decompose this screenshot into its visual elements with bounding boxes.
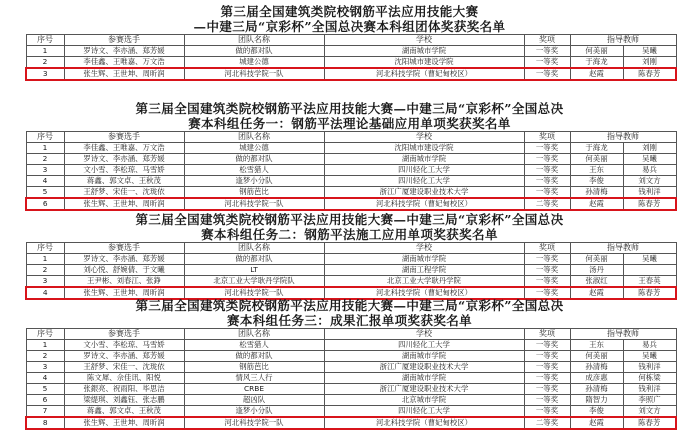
header-award: 奖项	[524, 243, 570, 254]
cell-no: 1	[26, 340, 64, 351]
cell-no: 4	[26, 287, 64, 299]
cell-players: 罗诗文、李亦涵、郑芳媛	[64, 351, 184, 362]
cell-players: 蒋鑫、郭文卓、王秋茂	[64, 176, 184, 187]
cell-team: 逢梦小分队	[184, 406, 324, 418]
cell-no: 3	[26, 276, 64, 288]
table-row	[26, 362, 676, 373]
cell-school: 河北科技学院（曹妃甸校区）	[324, 287, 524, 299]
cell-no: 6	[26, 395, 64, 406]
header-award: 奖项	[524, 132, 570, 143]
header-school: 学校	[324, 329, 524, 340]
table-row	[26, 57, 676, 69]
cell-award: 一等奖	[524, 57, 570, 69]
cell-teacher-2: 刘刚	[623, 57, 676, 69]
cell-award: 一等奖	[524, 395, 570, 406]
cell-award: 一等奖	[524, 68, 570, 80]
cell-teacher-1: 何美丽	[570, 351, 623, 362]
cell-teacher-2: 钱利洋	[623, 187, 676, 199]
cell-teacher-1: 李俊	[570, 176, 623, 187]
cell-teacher-1: 于海龙	[570, 143, 623, 154]
header-school: 学校	[324, 132, 524, 143]
award-table	[25, 328, 677, 430]
table-header-row	[26, 35, 676, 46]
award-table	[25, 131, 677, 211]
header-players: 参赛选手	[64, 132, 184, 143]
cell-players: 蒋鑫、郭文卓、王秋茂	[64, 406, 184, 418]
cell-team: 做的都对队	[184, 154, 324, 165]
cell-players: 罗诗文、李亦涵、郑芳媛	[64, 254, 184, 265]
cell-teacher-2: 陈春芳	[623, 287, 676, 299]
cell-no: 4	[26, 373, 64, 384]
cell-players: 梁缇琪、刘鑫钰、张志鹏	[64, 395, 184, 406]
table-row	[26, 254, 676, 265]
cell-teacher-1: 赵霞	[570, 287, 623, 299]
cell-players: 罗诗文、李亦涵、郑芳媛	[64, 46, 184, 57]
cell-award: 二等奖	[524, 198, 570, 210]
table-row	[26, 154, 676, 165]
header-no: 序号	[26, 329, 64, 340]
cell-award: 一等奖	[524, 362, 570, 373]
cell-no: 1	[26, 254, 64, 265]
cell-school: 浙江广厦建设职业技术大学	[324, 384, 524, 395]
cell-school: 沈阳城市建设学院	[324, 143, 524, 154]
cell-school: 河北科技学院（曹妃甸校区）	[324, 417, 524, 429]
cell-team: 城建公德	[184, 143, 324, 154]
section-task-two	[0, 212, 699, 300]
cell-players: 文小雪、李松琼、马雪娇	[64, 165, 184, 176]
header-school: 学校	[324, 243, 524, 254]
cell-no: 1	[26, 143, 64, 154]
cell-teacher-2: 易兵	[623, 340, 676, 351]
cell-teacher-1: 孙清梅	[570, 187, 623, 199]
cell-team: 河北科技学院一队	[184, 198, 324, 210]
cell-teacher-1: 赵霞	[570, 417, 623, 429]
table-row	[26, 187, 676, 199]
table-row-highlighted	[26, 417, 676, 429]
cell-no: 2	[26, 265, 64, 276]
cell-teacher-2: 王春英	[623, 276, 676, 288]
cell-teacher-1: 成彦惠	[570, 373, 623, 384]
cell-players: 李佳鑫、王唯嘉、万文浩	[64, 57, 184, 69]
cell-award: 一等奖	[524, 165, 570, 176]
header-school: 学校	[324, 35, 524, 46]
cell-team: 河北科技学院一队	[184, 417, 324, 429]
cell-no: 2	[26, 57, 64, 69]
cell-teacher-1: 孙清梅	[570, 384, 623, 395]
cell-teacher-2: 陈春芳	[623, 198, 676, 210]
cell-no: 4	[26, 176, 64, 187]
header-players: 参赛选手	[64, 35, 184, 46]
cell-players: 李佳鑫、王唯嘉、万文浩	[64, 143, 184, 154]
table-row	[26, 384, 676, 395]
award-table	[25, 242, 677, 300]
cell-school: 四川轻化工大学	[324, 340, 524, 351]
cell-players: 张生辉、王世坤、周昕润	[64, 287, 184, 299]
cell-players: 张生辉、王世坤、周昕润	[64, 68, 184, 80]
table-row	[26, 176, 676, 187]
cell-teacher-1: 隋智力	[570, 395, 623, 406]
cell-teacher-1: 赵霞	[570, 68, 623, 80]
header-teacher: 指导教师	[570, 132, 676, 143]
cell-teacher-1: 李俊	[570, 406, 623, 418]
cell-team: 钢筋芭比	[184, 362, 324, 373]
cell-teacher-1: 赵霞	[570, 198, 623, 210]
cell-team: 超凶队	[184, 395, 324, 406]
header-players: 参赛选手	[64, 243, 184, 254]
section-title	[0, 298, 699, 328]
cell-award: 一等奖	[524, 187, 570, 199]
table-row	[26, 395, 676, 406]
table-row-highlighted	[26, 198, 676, 210]
section-task-one	[0, 101, 699, 211]
cell-players: 王尹彬、刘春江、张錚	[64, 276, 184, 288]
table-row	[26, 340, 676, 351]
cell-players: 罗诗文、李亦涵、郑芳媛	[64, 154, 184, 165]
cell-players: 文小雪、李松琼、马雪娇	[64, 340, 184, 351]
cell-no: 5	[26, 384, 64, 395]
cell-teacher-2: 陈春芳	[623, 68, 676, 80]
cell-teacher-1: 何美丽	[570, 154, 623, 165]
cell-award: 一等奖	[524, 406, 570, 418]
cell-award: 一等奖	[524, 176, 570, 187]
table-row	[26, 276, 676, 288]
cell-award: 一等奖	[524, 373, 570, 384]
cell-teacher-2: 陈春芳	[623, 417, 676, 429]
cell-school: 四川轻化工大学	[324, 165, 524, 176]
cell-teacher-2: 钱利洋	[623, 362, 676, 373]
cell-school: 湖南城市学院	[324, 254, 524, 265]
title-line-2: —中建三局“京彩杯”全国总决赛本科组团体奖获奖名单	[193, 19, 506, 34]
cell-award: 一等奖	[524, 384, 570, 395]
cell-no: 8	[26, 417, 64, 429]
header-team: 团队名称	[184, 132, 324, 143]
cell-team: 情风三人行	[184, 373, 324, 384]
cell-teacher-2: 易兵	[623, 165, 676, 176]
cell-teacher-1: 张淑红	[570, 276, 623, 288]
cell-school: 湖南工程学院	[324, 265, 524, 276]
section-title	[0, 212, 699, 242]
table-header-row	[26, 329, 676, 340]
table-row	[26, 373, 676, 384]
cell-teacher-2: 吴曦	[623, 351, 676, 362]
cell-team: 北京工业大学耿丹学院队	[184, 276, 324, 288]
cell-teacher-1: 于海龙	[570, 57, 623, 69]
cell-no: 2	[26, 154, 64, 165]
section-title	[0, 101, 699, 131]
header-team: 团队名称	[184, 329, 324, 340]
cell-teacher-2: 刘文方	[623, 176, 676, 187]
cell-teacher-1: 何美丽	[570, 254, 623, 265]
cell-award: 一等奖	[524, 254, 570, 265]
cell-teacher-1: 孙清梅	[570, 362, 623, 373]
cell-teacher-1: 汤丹	[570, 265, 623, 276]
cell-players: 王舒梦、宋佳一、沈珑依	[64, 187, 184, 199]
table-row	[26, 265, 676, 276]
title-line-2: 赛本科组任务三：成果汇报单项奖获奖名单	[226, 313, 473, 328]
cell-players: 张銀亮、祝雨阳、毕思洁	[64, 384, 184, 395]
header-no: 序号	[26, 35, 64, 46]
cell-no: 3	[26, 165, 64, 176]
table-row	[26, 46, 676, 57]
title-line-1: 第三届全国建筑类院校钢筋平法应用技能大赛—中建三局“京彩杯”全国总决	[135, 298, 564, 313]
cell-teacher-2: 刘刚	[623, 143, 676, 154]
cell-teacher-1: 王东	[570, 165, 623, 176]
cell-team: 做的都对队	[184, 254, 324, 265]
cell-team: 城建公德	[184, 57, 324, 69]
cell-school: 北京城市学院	[324, 395, 524, 406]
cell-players: 张生辉、王世坤、周昕润	[64, 198, 184, 210]
table-row-highlighted	[26, 68, 676, 80]
header-team: 团队名称	[184, 243, 324, 254]
cell-award: 一等奖	[524, 143, 570, 154]
cell-team: 做的都对队	[184, 46, 324, 57]
cell-players: 张生辉、王世坤、周昕润	[64, 417, 184, 429]
cell-team: 松雪猎人	[184, 165, 324, 176]
section-title	[0, 4, 699, 34]
cell-teacher-2: 吴曦	[623, 154, 676, 165]
table-row	[26, 351, 676, 362]
cell-teacher-2: 何栋梁	[623, 373, 676, 384]
cell-school: 河北科技学院（曹妃甸校区）	[324, 198, 524, 210]
cell-no: 3	[26, 68, 64, 80]
header-players: 参赛选手	[64, 329, 184, 340]
title-line-1: 第三届全国建筑类院校钢筋平法应用技能大赛—中建三局“京彩杯”全国总决	[135, 212, 564, 227]
section-task-three	[0, 298, 699, 430]
cell-school: 湖南城市学院	[324, 373, 524, 384]
section-team-award	[0, 4, 699, 81]
cell-team: 做的都对队	[184, 351, 324, 362]
award-table	[25, 34, 677, 81]
cell-school: 河北科技学院（曹妃甸校区）	[324, 68, 524, 80]
cell-teacher-2	[623, 265, 676, 276]
cell-no: 7	[26, 406, 64, 418]
table-row	[26, 143, 676, 154]
cell-school: 湖南城市学院	[324, 46, 524, 57]
cell-no: 6	[26, 198, 64, 210]
cell-teacher-2: 李照广	[623, 395, 676, 406]
table-row	[26, 406, 676, 418]
cell-award: 一等奖	[524, 287, 570, 299]
cell-team: 河北科技学院一队	[184, 68, 324, 80]
header-no: 序号	[26, 243, 64, 254]
table-row	[26, 165, 676, 176]
cell-school: 湖南城市学院	[324, 154, 524, 165]
cell-teacher-2: 吴曦	[623, 46, 676, 57]
header-teacher: 指导教师	[570, 35, 676, 46]
cell-award: 一等奖	[524, 265, 570, 276]
cell-school: 浙江广厦建设职业技术大学	[324, 362, 524, 373]
header-award: 奖项	[524, 329, 570, 340]
header-award: 奖项	[524, 35, 570, 46]
title-line-1: 第三届全国建筑类院校钢筋平法应用技能大赛—中建三局“京彩杯”全国总决	[135, 101, 564, 116]
cell-award: 二等奖	[524, 417, 570, 429]
cell-school: 北京工业大学耿丹学院	[324, 276, 524, 288]
table-header-row	[26, 132, 676, 143]
title-line-1: 第三届全国建筑类院校钢筋平法应用技能大赛	[220, 4, 479, 19]
cell-no: 1	[26, 46, 64, 57]
cell-team: CRBE	[184, 384, 324, 395]
cell-award: 一等奖	[524, 154, 570, 165]
cell-players: 陈文犀、佘佳讯、阳悦	[64, 373, 184, 384]
cell-team: LT	[184, 265, 324, 276]
cell-teacher-2: 刘文方	[623, 406, 676, 418]
header-teacher: 指导教师	[570, 329, 676, 340]
cell-teacher-2: 钱利洋	[623, 384, 676, 395]
cell-teacher-1: 何美丽	[570, 46, 623, 57]
cell-players: 刘心悦、舒婉倩、于文曦	[64, 265, 184, 276]
cell-no: 2	[26, 351, 64, 362]
title-line-2: 赛本科组任务一：钢筋平法理论基础应用单项奖获奖名单	[188, 116, 511, 131]
cell-teacher-1: 王东	[570, 340, 623, 351]
cell-school: 四川轻化工大学	[324, 176, 524, 187]
cell-team: 钢筋芭比	[184, 187, 324, 199]
cell-school: 沈阳城市建设学院	[324, 57, 524, 69]
cell-no: 5	[26, 187, 64, 199]
cell-school: 湖南城市学院	[324, 351, 524, 362]
cell-no: 3	[26, 362, 64, 373]
title-line-2: 赛本科组任务二：钢筋平法施工应用单项奖获奖名单	[201, 227, 498, 242]
cell-award: 一等奖	[524, 351, 570, 362]
cell-school: 浙江广厦建设职业技术大学	[324, 187, 524, 199]
cell-teacher-2: 吴曦	[623, 254, 676, 265]
table-header-row	[26, 243, 676, 254]
cell-school: 四川轻化工大学	[324, 406, 524, 418]
cell-team: 松雪猎人	[184, 340, 324, 351]
cell-players: 王舒梦、宋佳一、沈珑依	[64, 362, 184, 373]
header-teacher: 指导教师	[570, 243, 676, 254]
cell-team: 河北科技学院一队	[184, 287, 324, 299]
cell-award: 一等奖	[524, 46, 570, 57]
cell-award: 一等奖	[524, 276, 570, 288]
header-team: 团队名称	[184, 35, 324, 46]
header-no: 序号	[26, 132, 64, 143]
cell-team: 逢梦小分队	[184, 176, 324, 187]
cell-award: 一等奖	[524, 340, 570, 351]
